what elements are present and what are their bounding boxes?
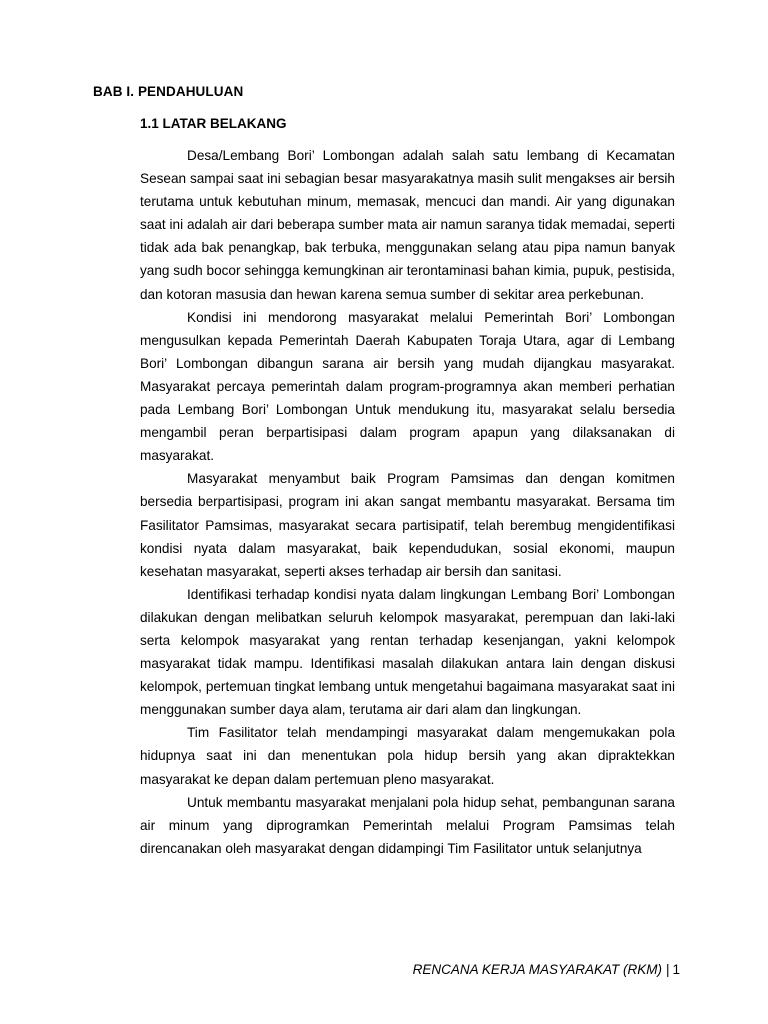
paragraph: Desa/Lembang Bori’ Lombongan adalah salah satu lembang di Kecamatan Sesean sampai saat ini sebagian besar masyarakatnya masih sulit mengakses air bersih terutama untuk kebutuhan minum, memasak, mencuci dan mandi. Air yang digunakan saat ini adalah air dari beberapa sumber mata air namun saranya tidak memadai, seperti tidak ada bak penangkap, bak terbuka, menggunakan selang atau pipa namun banyak yang sudh bocor sehingga kemungkinan air terontaminasi bahan kimia, pupuk, pestisida, dan kotoran masusia dan hewan karena semua sumber di sekitar area perkebunan.: [140, 148, 676, 302]
paragraph: Identifikasi terhadap kondisi nyata dalam lingkungan Lembang Bori’ Lombongan dilakukan dengan melibatkan seluruh kelompok masyarakat, perempuan dan laki-laki serta kelompok masyarakat yang rentan terhadap kesenjangan, yakni kelompok masyarakat tidak mampu. Identifikasi masalah dilakukan antara lain dengan diskusi kelompok, pertemuan tingkat lembang untuk mengetahui bagaimana masyarakat saat ini menggunakan sumber daya alam, terutama air dari alam dan lingkungan.: [140, 586, 675, 718]
page-footer: [413, 962, 680, 977]
paragraph: Masyarakat menyambut baik Program Pamsimas dan dengan komitmen bersedia berpartisipasi, program ini akan sangat membantu masyarakat. Bersama tim Fasilitator Pamsimas, masyarakat secara partisipatif, telah berembug mengidentifikasi kondisi nyata dalam masyarakat, baik kependudukan, sosial ekonomi, maupun kesehatan masyarakat, seperti akses terhadap air bersih dan sanitasi.: [140, 471, 675, 579]
paragraph: Tim Fasilitator telah mendampingi masyarakat dalam mengemukakan pola hidupnya saat ini dan menentukan pola hidup bersih yang akan dipraktekkan masyarakat ke depan dalam pertemuan pleno masyarakat.: [140, 725, 675, 787]
body-text: [140, 144, 675, 860]
page-number: 1: [672, 962, 680, 977]
footer-separator: |: [665, 962, 670, 977]
paragraph: Kondisi ini mendorong masyarakat melalui Pemerintah Bori’ Lombongan mengusulkan kepada Pemerintah Daerah Kabupaten Toraja Utara, agar di Lembang Bori’ Lombongan dibangun sarana air bersih yang mudah dijangkau masyarakat. Masyarakat percaya pemerintah dalam program-programnya akan memberi perhatian pada Lembang Bori’ Lombongan Untuk mendukung itu, masyarakat selalu bersedia mengambil peran berpartisipasi dalam program apapun yang dilaksanakan di masyarakat.: [140, 309, 675, 464]
chapter-heading: BAB I. PENDAHULUAN: [93, 84, 244, 99]
section-heading: 1.1 LATAR BELAKANG: [140, 116, 287, 131]
paragraph: Untuk membantu masyarakat menjalani pola hidup sehat, pembangunan sarana air minum yang diprogramkan Pemerintah melalui Program Pamsimas telah direncanakan oleh masyarakat dengan didampingi Tim Fasilitator untuk selanjutnya: [140, 794, 675, 856]
footer-title: RENCANA KERJA MASYARAKAT (RKM): [412, 962, 662, 977]
